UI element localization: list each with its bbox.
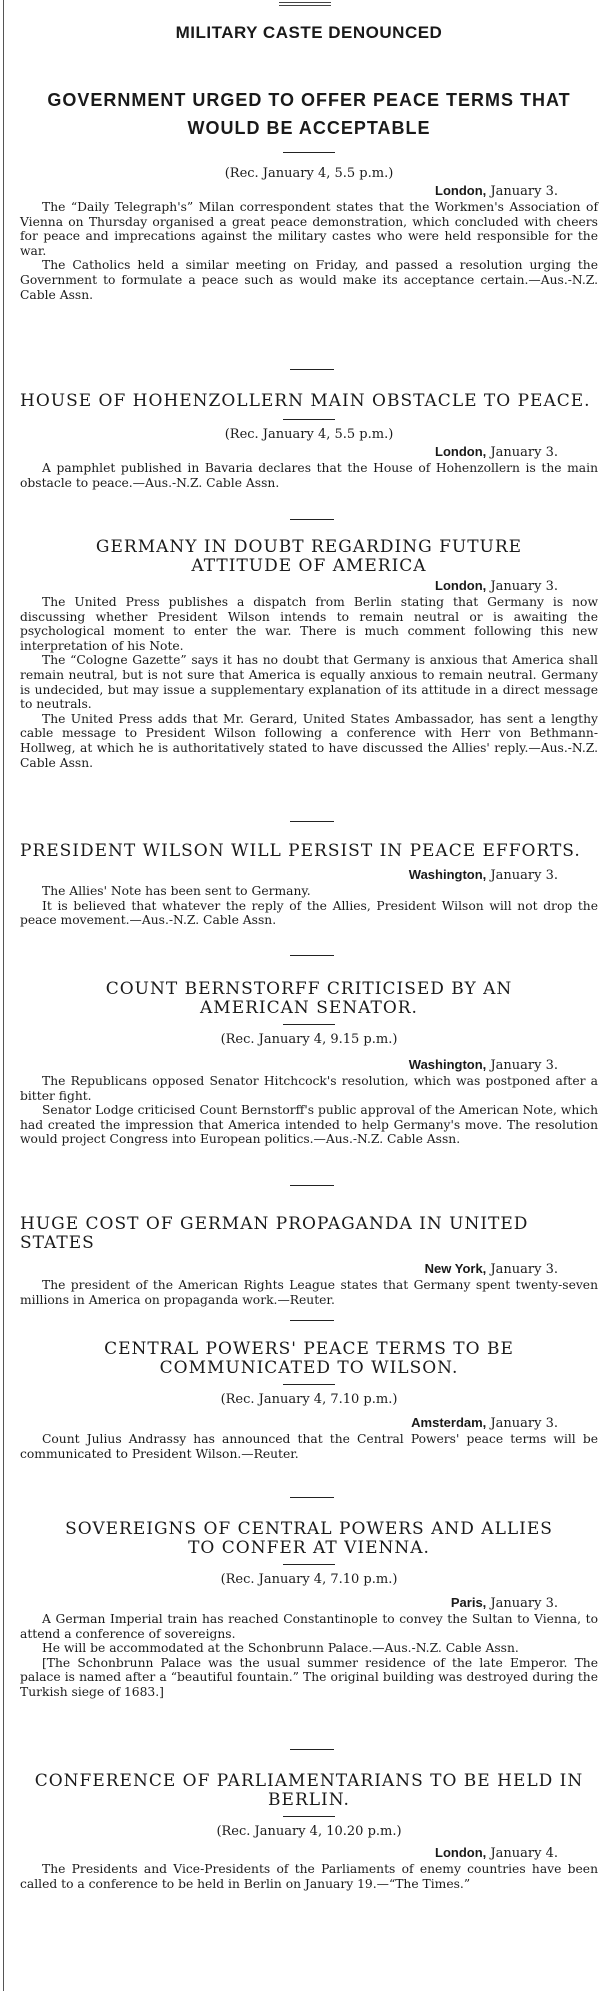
article-body (20, 1074, 598, 1147)
article-title: COUNT BERNSTORFF CRITICISED BY AN AMERICAN SENATOR. (105, 979, 513, 1018)
article-body (20, 1862, 598, 1891)
dateline-place: London, (435, 183, 487, 198)
article-9 (20, 1772, 598, 1891)
dateline (20, 578, 598, 595)
article-title: HOUSE OF HOHENZOLLERN MAIN OBSTACLE TO PEACE. (20, 391, 591, 411)
article-separator (290, 1497, 334, 1498)
paragraph: [The Schonbrunn Palace was the usual summer residence of the late Emperor. The palace is named after a “beautiful fountain.” The original building was destroyed during the Turkish siege of 1683.] (20, 1655, 598, 1699)
article-body (20, 1278, 598, 1307)
article-separator (290, 955, 334, 956)
paragraph: Senator Lodge criticised Count Bernstorff's public approval of the American Note, which had created the impression that America intended to help Germany's move. The resolution would project Congress into European politics.—Aus.-N.Z. Cable Assn. (20, 1103, 598, 1147)
article-3 (20, 538, 598, 770)
dateline-place: Amsterdam, (411, 1415, 487, 1430)
title-dash (283, 152, 335, 153)
article-body (20, 884, 598, 928)
dateline (20, 183, 598, 200)
dateline-place: London, (435, 578, 487, 593)
received-line: (Rec. January 4, 5.5 p.m.) (224, 166, 394, 181)
article-separator (290, 369, 334, 370)
article-1 (20, 86, 598, 302)
article-6 (20, 1215, 598, 1307)
article-title: SOVEREIGNS OF CENTRAL POWERS AND ALLIES TO CONFER AT VIENNA. (65, 1519, 553, 1558)
dateline (20, 1415, 598, 1432)
paragraph: The “Cologne Gazette” says it has no doubt that Germany is anxious that America shall remain neutral, but is not sure that America is equally anxious to remain neutral. Germany is undecided, but may issue a supplementary explanation of its attitude in a direct message to neutrals. (20, 653, 598, 712)
article-separator (290, 1749, 334, 1750)
title-dash (283, 1816, 335, 1817)
article-title: CONFERENCE OF PARLIAMENTARIANS TO BE HELD IN BERLIN. (34, 1771, 584, 1810)
article-title: GERMANY IN DOUBT REGARDING FUTURE ATTITUDE OF AMERICA (95, 537, 523, 576)
dateline (20, 1261, 598, 1278)
paragraph: The Presidents and Vice-Presidents of the Parliaments of enemy countries have been called to a conference to be held in Berlin on January 19.—“The Times.” (20, 1862, 598, 1891)
dateline-place: Washington, (408, 867, 487, 882)
page-headline: MILITARY CASTE DENOUNCED (175, 23, 443, 42)
received-line: (Rec. January 4, 9.15 p.m.) (220, 1032, 398, 1047)
dateline-date: January 3. (490, 445, 558, 460)
article-body (20, 1432, 598, 1461)
dateline (20, 1595, 598, 1612)
article-4 (20, 842, 598, 928)
paragraph: A pamphlet published in Bavaria declares that the House of Hohenzollern is the main obstacle to peace.—Aus.-N.Z. Cable Assn. (20, 461, 598, 490)
dateline-place: London, (435, 1845, 487, 1860)
article-5 (20, 980, 598, 1147)
dateline-date: January 3. (490, 579, 558, 594)
article-title: PRESIDENT WILSON WILL PERSIST IN PEACE EFFORTS. (20, 841, 581, 861)
dateline-date: January 3. (490, 1596, 558, 1611)
paragraph: The Catholics held a similar meeting on Friday, and passed a resolution urging the Government to formulate a peace such as would make its acceptance certain.—Aus.-N.Z. Cable Assn. (20, 258, 598, 302)
dateline-date: January 3. (490, 1416, 558, 1431)
dateline-date: January 3. (490, 184, 558, 199)
article-body (20, 461, 598, 490)
paragraph: The United Press adds that Mr. Gerard, United States Ambassador, has sent a lengthy cable message to President Wilson following a conference with Herr von Bethmann-Hollweg, at which he is authoritatively stated to have discussed the Allies' reply.—Aus.-N.Z. Cable Assn. (20, 711, 598, 770)
dateline-place: Washington, (408, 1057, 487, 1072)
dateline-date: January 3. (490, 1262, 558, 1277)
paragraph: The Republicans opposed Senator Hitchcock's resolution, which was postponed after a bitter fight. (20, 1074, 598, 1103)
dateline (20, 1057, 598, 1074)
dateline (20, 1845, 598, 1862)
title-dash (283, 1564, 335, 1565)
dateline-place: London, (435, 444, 487, 459)
masthead (20, 22, 598, 44)
dateline-date: January 4. (490, 1846, 558, 1861)
paragraph: It is believed that whatever the reply of the Allies, President Wilson will not drop the peace movement.—Aus.-N.Z. Cable Assn. (20, 898, 598, 928)
article-body (20, 200, 598, 302)
article-title: GOVERNMENT URGED TO OFFER PEACE TERMS THAT WOULD BE ACCEPTABLE (47, 90, 571, 138)
article-title: HUGE COST OF GERMAN PROPAGANDA IN UNITED STATES (20, 1214, 529, 1253)
article-body (20, 595, 598, 770)
paragraph: The United Press publishes a dispatch from Berlin stating that Germany is now discussing whether President Wilson intends to remain neutral or is awaiting the psychological moment to enter the war. There is much comment following this new interpretation of his Note. (20, 595, 598, 653)
paragraph: The president of the American Rights League states that Germany spent twenty-seven millions in America on propaganda work.—Reuter. (20, 1278, 598, 1307)
paragraph: The Allies' Note has been sent to Germany. (42, 884, 311, 898)
dateline-place: Paris, (450, 1595, 487, 1610)
article-2 (20, 392, 598, 490)
dateline (20, 867, 598, 884)
article-separator (290, 1185, 334, 1186)
article-title: CENTRAL POWERS' PEACE TERMS TO BE COMMUNICATED TO WILSON. (104, 1339, 514, 1378)
title-dash (283, 419, 335, 420)
dateline-date: January 3. (490, 1058, 558, 1073)
dateline-place: New York, (424, 1261, 487, 1276)
article-body (20, 1612, 598, 1700)
dateline-date: January 3. (490, 868, 558, 883)
article-separator (290, 821, 334, 822)
top-rule (279, 2, 331, 6)
received-line: (Rec. January 4, 7.10 p.m.) (220, 1572, 398, 1587)
title-dash (283, 1384, 335, 1385)
title-dash (283, 1024, 335, 1025)
received-line: (Rec. January 4, 5.5 p.m.) (224, 427, 394, 442)
column-rule (3, 0, 4, 1991)
article-separator (290, 1320, 334, 1321)
paragraph: The “Daily Telegraph's” Milan correspondent states that the Workmen's Association of Vienna on Thursday organised a great peace demonstration, which concluded with cheers for peace and imprecations against the military castes who were held responsible for the war. (20, 200, 598, 258)
article-separator (290, 519, 334, 520)
received-line: (Rec. January 4, 10.20 p.m.) (216, 1824, 402, 1839)
dateline (20, 444, 598, 461)
paragraph: He will be accommodated at the Schonbrunn Palace.—Aus.-N.Z. Cable Assn. (42, 1641, 519, 1656)
article-8 (20, 1520, 598, 1700)
paragraph: Count Julius Andrassy has announced that the Central Powers' peace terms will be communicated to President Wilson.—Reuter. (20, 1432, 598, 1461)
article-7 (20, 1340, 598, 1461)
paragraph: A German Imperial train has reached Constantinople to convey the Sultan to Vienna, to attend a conference of sovereigns. (20, 1612, 598, 1641)
received-line: (Rec. January 4, 7.10 p.m.) (220, 1392, 398, 1407)
